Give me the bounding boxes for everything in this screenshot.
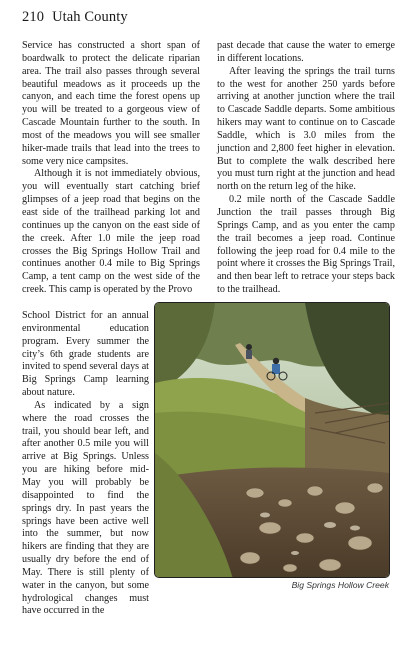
header-title: Utah County xyxy=(52,9,128,25)
paragraph: 0.2 mile north of the Cascade Saddle Junction the trail passes through Big Springs Camp, and as you enter the camp the trail becomes a jeep road. Continue following the jeep road for 0.4 mile to the point where it crosses the Big Springs Trail, and then bear left to retrace your steps back to the trailhead. xyxy=(217,194,395,296)
running-header xyxy=(22,9,128,26)
creek-photo-illustration xyxy=(155,303,390,578)
paragraph: School District for an annual environmental education program. Every summer the city’s 6th grade students are invited to spend several days at Big Springs Camp learning about nature. xyxy=(22,310,149,399)
left-column-top xyxy=(22,40,200,297)
right-column xyxy=(217,40,395,297)
paragraph: Although it is not immediately obvious, you will eventually start catching brief glimpses of a jeep road that begins on the east side of the trailhead parking lot and continues up the canyon on the east side of the creek. After 1.0 mile the jeep road crosses the Big Springs Hollow Trail and continues another 0.4 mile to Big Springs Camp, a tent camp on the west side of the creek. This camp is operated by the Provo xyxy=(22,168,200,296)
paragraph: After leaving the springs the trail turns to the west for another 250 yards before arriving at another junction where the trail to Cascade Saddle departs. Some ambitious hikers may want to continue on to Cascade Saddle, which is 3.0 miles from the junction and 2,800 feet higher in elevation. But to complete the walk described here you must turn right at the junction and head north on the return leg of the hike. xyxy=(217,65,395,193)
left-column-narrow xyxy=(22,310,149,618)
paragraph: past decade that cause the water to emerge in different locations. xyxy=(217,40,395,64)
photo-caption: Big Springs Hollow Creek xyxy=(291,580,389,590)
paragraph: As indicated by a sign where the road crosses the trail, you should bear left, and after another 0.5 mile you will arrive at Big Springs. Unless you are hiking before mid-May you will probably be disappointed to find the springs dry. In past years the springs have been active well into the summer, but now hikers are finding that they are usually dry before the end of May. There is still plenty of water in the canyon, but some hydrological changes must have occurred in the xyxy=(22,399,149,617)
creek-photo xyxy=(154,302,390,578)
paragraph: Service has constructed a short span of boardwalk to protect the delicate riparian area. The trail also passes through several beautiful meadows as it proceeds up the canyon, and each time the forest opens up you will be treated to a gorgeous view of Cascade Mountain further to the south. In most of the meadows you will see smaller hiker-made trails that lead into the trees to some very nice campsites. xyxy=(22,40,200,167)
page-number: 210 xyxy=(22,9,45,25)
